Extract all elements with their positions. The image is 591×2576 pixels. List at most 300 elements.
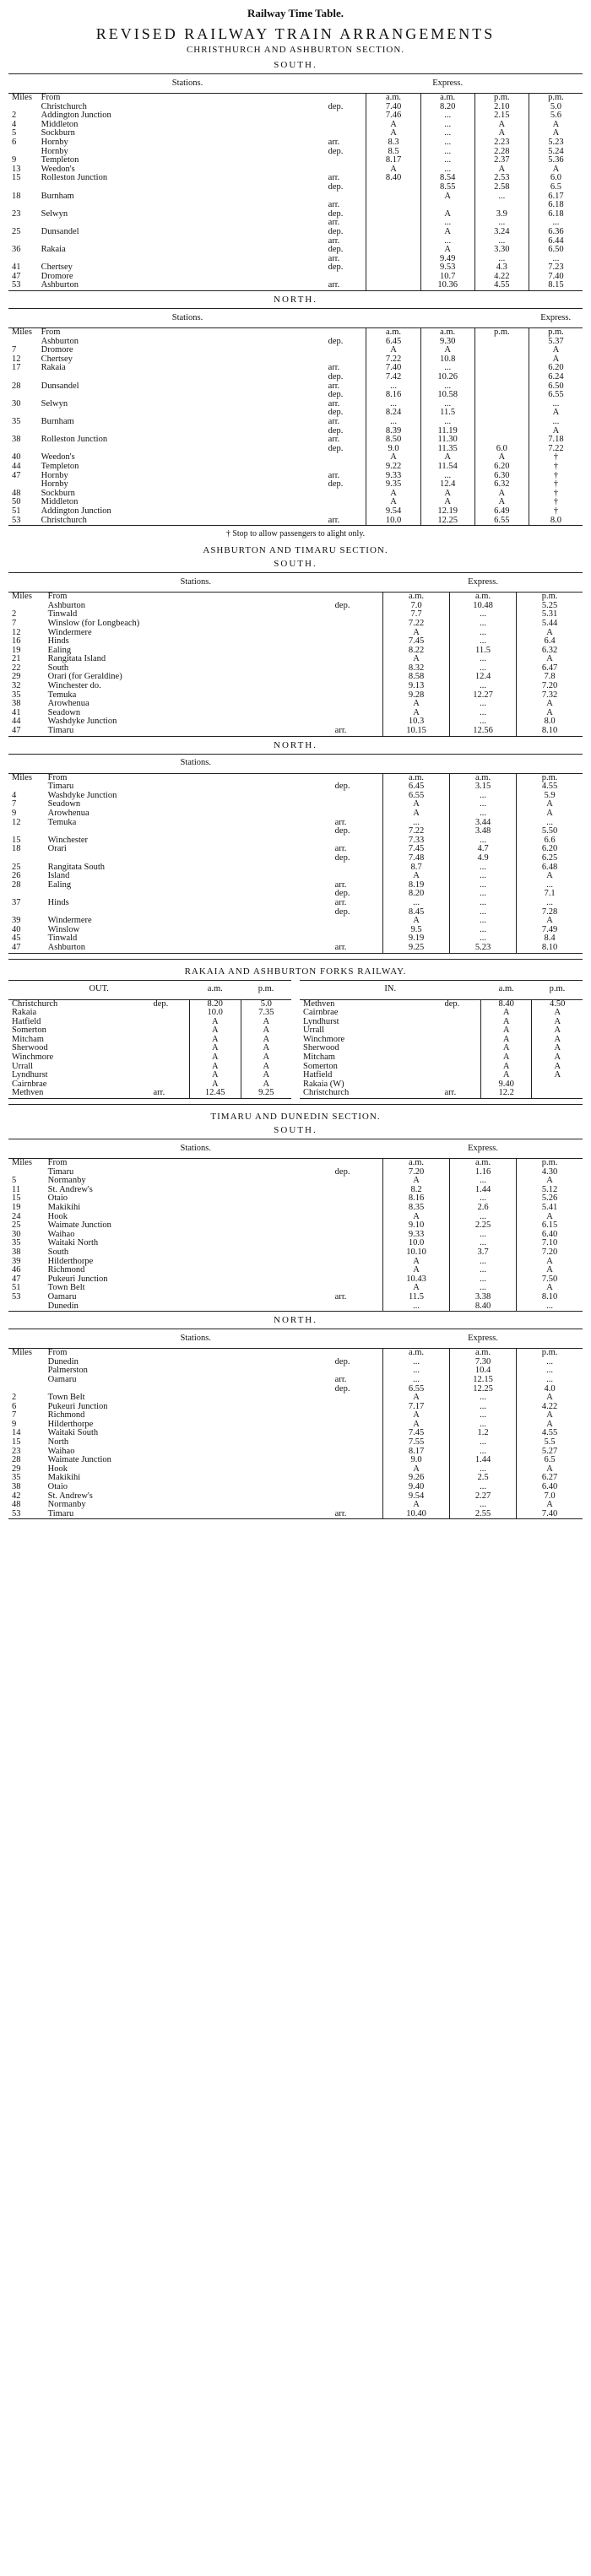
table-header [8,754,583,773]
time-cell: ... [474,255,529,264]
table-row [8,1089,291,1098]
time-cell [366,273,420,282]
station-cell: Dromore [41,345,73,355]
time-cell: 9.10 [383,1221,450,1231]
status-cell: dep. [328,226,344,236]
table-row [8,355,583,365]
time-cell: A [480,1071,532,1080]
time-cell: 7.45 [383,637,450,647]
table-row [8,338,583,347]
time-cell: ... [366,400,420,409]
section-dunedin [8,1112,583,1519]
miles-cell: 2 [12,609,17,620]
table-row [8,809,583,819]
time-cell: A [532,1044,583,1053]
time-cell: A [366,165,420,175]
miles-cell: 7 [12,618,17,628]
table-row [8,727,583,736]
station-cell [45,854,332,863]
time-cell: 7.40 [529,273,583,282]
status-cell: dep. [334,852,350,863]
miles-cell: 23 [12,1446,21,1456]
miles-cell: 35 [12,417,21,426]
status-cell [332,926,383,935]
table-row [8,507,583,517]
table-row [8,682,583,691]
miles-cell: 47 [12,470,21,480]
status-cell [332,655,383,664]
time-cell: 11.5 [450,647,517,656]
station-cell: Dunedin [45,1302,332,1312]
miles-cell: 29 [12,1464,21,1474]
miles-cell: 14 [12,1428,21,1438]
status-cell [150,1026,190,1036]
rows [8,1159,583,1312]
time-cell: 8.7 [383,863,450,873]
station-cell: Ashburton [45,944,332,953]
station-cell: Rolleston Junction [41,173,108,183]
rows [8,1349,583,1519]
miles-cell: 9 [12,1419,17,1429]
time-cell: A [529,129,583,138]
time-cell: 9.0 [366,445,420,454]
time-cell: A [529,346,583,355]
miles-cell: 2 [12,111,17,121]
time-cell: A [517,655,583,664]
time-cell: A [383,1213,450,1222]
time-cell: 5.0 [241,999,291,1009]
status-cell [332,637,383,647]
divider [8,959,583,960]
time-cell: p.m. [474,94,529,103]
station-cell: Winchmore [12,1053,54,1063]
section-forks [8,966,583,1100]
time-cell: 6.44 [529,237,583,246]
time-cell: A [420,228,474,237]
status-cell [150,1044,190,1053]
table-row [8,593,583,602]
miles-cell: 25 [12,1220,21,1231]
miles-cell: 22 [12,663,21,673]
table-row [8,845,583,854]
station-cell: Dromore [41,271,73,281]
time-cell: 9.54 [366,507,420,517]
miles-cell: 38 [12,1482,21,1492]
station-cell: Tinwald [47,934,78,944]
station-cell: Hook [47,1464,68,1474]
time-cell: 6.40 [517,1483,583,1492]
time-cell: 8.39 [366,427,420,436]
table-row [8,1474,583,1483]
miles-cell: 19 [12,1203,21,1212]
note: † Stop to allow passengers to alight only. [225,529,366,539]
time-cell: ... [517,881,583,890]
miles-cell: Miles [12,1348,32,1358]
time-cell: 4.22 [517,1403,583,1412]
time-cell: 6.47 [517,664,583,674]
time-cell: ... [420,382,474,392]
status-cell [325,94,366,103]
table-row [8,1403,583,1412]
time-cell: 10.0 [383,1239,450,1248]
col-am: a.m. [480,980,532,999]
status-cell [150,1053,190,1063]
table-header [8,1139,583,1159]
status-cell [442,1018,481,1027]
time-cell: A [383,872,450,881]
station-cell: Hilderthorpe [47,1256,94,1266]
table-row [8,192,583,202]
status-cell [325,346,366,355]
time-cell: 2.37 [474,156,529,165]
miles-cell: 36 [12,245,21,255]
miles-cell: 40 [12,452,21,463]
status-cell [332,1186,383,1195]
time-cell: 3.7 [450,1248,517,1258]
miles-cell [8,1376,45,1385]
time-cell: A [529,355,583,365]
status-cell: arr. [334,879,347,890]
status-cell [442,1026,481,1036]
time-cell: A [383,709,450,718]
station-cell: Rakaia (W) [303,1079,344,1089]
miles-cell: 38 [12,699,21,709]
time-cell: † [529,498,583,507]
status-cell [332,620,383,629]
time-cell: A [383,917,450,926]
time-cell: 3.38 [450,1293,517,1302]
table-header [8,980,291,999]
miles-cell: 53 [8,1510,45,1519]
status-cell [332,1421,383,1430]
table-row [8,346,583,355]
miles-cell: 41 [12,707,21,717]
time-cell: 12.4 [450,673,517,682]
time-cell: 6.5 [529,183,583,192]
station-cell: Lyndhurst [12,1070,48,1080]
time-cell [366,228,420,237]
time-cell: 9.13 [383,682,450,691]
table-row [8,94,583,103]
time-cell: 8.22 [383,647,450,656]
station-cell: Ashburton [41,336,79,346]
miles-cell: 15 [12,835,21,845]
status-cell: dep. [328,146,344,156]
time-cell: ... [450,1448,517,1457]
table-row [8,1080,291,1090]
table-row [8,1194,583,1204]
time-cell: 6.4 [517,637,583,647]
status-cell: dep. [153,998,169,1009]
col-stations: Stations. [8,1329,383,1349]
time-cell: 9.0 [383,1456,450,1465]
time-cell: 8.4 [517,934,583,944]
time-cell: A [517,1213,583,1222]
col-train1 [366,74,420,94]
time-cell: 11.35 [420,445,474,454]
time-cell: 5.25 [517,602,583,611]
page-title: Railway Time Table. [247,7,344,19]
time-cell: ... [450,682,517,691]
time-cell: A [480,1044,532,1053]
status-cell: arr. [150,1089,190,1098]
time-cell: A [366,498,420,507]
time-cell: 7.55 [383,1438,450,1448]
time-cell: ... [474,219,529,228]
status-cell: arr. [328,218,340,228]
status-cell [332,1248,383,1258]
status-cell: arr. [334,844,347,854]
time-cell: 9.30 [420,338,474,347]
status-cell [442,1071,481,1080]
station-cell: Makikihi [47,1203,81,1212]
table-header [8,74,583,94]
station-cell: Selwyn [41,208,68,219]
time-cell: ... [450,1231,517,1240]
miles-cell: 15 [12,173,21,183]
station-cell: Washdyke Junction [47,790,117,800]
time-cell: ... [450,664,517,674]
table-row [8,1483,583,1492]
station-cell: Rakaia [41,363,66,373]
time-cell: 7.18 [529,436,583,445]
table-row [300,1018,583,1027]
time-cell: A [189,1063,241,1072]
status-cell: arr. [334,817,347,827]
status-cell: arr. [325,517,366,526]
direction-south: SOUTH. [274,1125,317,1136]
miles-cell [8,1302,45,1312]
col-stations: Stations. [8,754,383,773]
time-cell: 12.45 [189,1089,241,1098]
time-cell: 7.42 [366,373,420,382]
time-cell: 4.30 [517,1168,583,1177]
time-cell: A [517,1258,583,1267]
station-cell: Island [47,871,70,881]
time-cell: A [517,800,583,809]
time-cell: 2.10 [474,103,529,112]
time-cell: A [383,809,450,819]
time-cell: 9.25 [383,944,450,953]
time-cell: 7.20 [383,1168,450,1177]
table-row [8,382,583,392]
time-cell: A [189,1053,241,1063]
station-cell [38,391,325,400]
miles-cell [8,1366,45,1376]
time-cell: ... [474,237,529,246]
direction-north: NORTH. [274,295,317,306]
table-row [8,1302,583,1312]
table-row [8,328,583,338]
time-cell: ... [450,1239,517,1248]
time-cell: 8.54 [420,174,474,183]
miles-cell: 48 [12,488,21,498]
time-cell: ... [383,1358,450,1367]
time-cell: ... [450,1501,517,1510]
time-cell: 8.17 [383,1448,450,1457]
station-cell: Waitaki South [47,1428,99,1438]
time-cell: A [383,1266,450,1275]
miles-cell: 24 [12,1211,21,1221]
time-cell [474,409,529,418]
col-stations: Stations. [8,1139,383,1159]
time-cell: 12.15 [450,1376,517,1385]
time-cell: ... [450,917,517,926]
time-cell [474,400,529,409]
status-cell [332,800,383,809]
time-cell: A [517,917,583,926]
table-row [8,655,583,664]
col-stations: Stations. [8,74,366,94]
time-cell: 7.45 [383,1429,450,1438]
table-row [300,1063,583,1072]
time-cell: 6.40 [517,1231,583,1240]
time-cell: A [189,1044,241,1053]
status-cell [442,1044,481,1053]
status-cell [332,1221,383,1231]
time-cell [366,255,420,264]
miles-cell: Miles [12,93,32,102]
rows [8,593,583,737]
station-cell: Seadown [47,799,81,809]
time-cell: 2.58 [474,183,529,192]
direction-north: NORTH. [274,739,317,750]
time-cell: 11.5 [383,1293,450,1302]
time-cell: 5.23 [450,944,517,953]
table-row [8,121,583,130]
time-cell: 7.33 [383,836,450,846]
station-cell: Pukeuri Junction [47,1401,108,1411]
time-cell: 8.2 [383,1186,450,1195]
time-cell: 6.32 [474,480,529,490]
station-cell: Templeton [41,155,79,165]
table-row [8,1411,583,1421]
time-cell: ... [529,219,583,228]
table-row [8,517,583,526]
status-cell [150,1036,190,1045]
time-cell: A [383,629,450,638]
station-cell [38,445,325,454]
time-cell: A [529,165,583,175]
col-train3 [517,754,583,773]
table-row [8,908,583,917]
time-cell: 8.20 [420,103,474,112]
time-cell [366,183,420,192]
col-train1 [383,573,450,593]
status-cell [332,700,383,709]
time-cell: A [480,1063,532,1072]
table-row [8,1438,583,1448]
table-row [8,917,583,926]
station-cell: Rolleston Junction [41,435,108,445]
time-cell: ... [517,1302,583,1312]
table-row [8,1385,583,1394]
section-title: TIMARU AND DUNEDIN SECTION. [210,1112,381,1123]
miles-cell: 51 [12,1283,21,1293]
table-row [8,1159,583,1168]
miles-cell: 7 [12,799,17,809]
miles-cell: 26 [12,871,21,881]
station-cell: Waitaki North [47,1238,99,1248]
col-train2 [420,309,474,328]
station-cell: Rakaia [41,245,66,255]
miles-cell: 38 [12,435,21,445]
table-row [8,792,583,801]
status-cell: dep. [328,425,344,436]
station-cell: Sherwood [12,1043,48,1053]
time-cell: A [366,346,420,355]
rows [8,94,583,291]
time-cell: 3.30 [474,246,529,255]
time-cell: A [241,1053,291,1063]
time-cell: ... [529,418,583,427]
time-cell: p.m. [474,328,529,338]
table-row [8,620,583,629]
time-cell: A [474,453,529,463]
time-cell [366,201,420,210]
time-cell: 8.0 [529,517,583,526]
miles-cell: 9 [12,809,17,818]
table-row [8,228,583,237]
station-cell: Oamaru [47,1291,77,1302]
status-cell [442,1009,481,1018]
station-cell: Sockburn [41,128,75,138]
station-cell: Christchurch [41,101,87,111]
status-cell [332,1448,383,1457]
time-cell: 4.55 [474,281,529,290]
table-row [8,999,291,1009]
col-pm: p.m. [532,980,583,999]
miles-cell: 53 [8,281,38,290]
miles-cell: 51 [12,506,21,516]
station-cell: Hornby [41,137,68,147]
time-cell: a.m. [383,1159,450,1168]
forks-in [300,980,583,1100]
time-cell: 8.3 [366,138,420,148]
miles-cell: 11 [12,1184,21,1194]
time-cell: a.m. [366,328,420,338]
table-header [8,1329,583,1349]
status-cell: dep. [328,101,344,111]
time-cell: ... [450,1465,517,1475]
time-cell: ... [450,934,517,944]
table-row [8,691,583,701]
time-cell: 10.8 [420,355,474,365]
status-cell: dep. [328,208,344,219]
table-row [8,1275,583,1285]
time-cell: 2.27 [450,1492,517,1502]
station-cell [45,1385,332,1394]
status-cell [442,1063,481,1072]
time-cell: A [420,498,474,507]
time-cell: 7.0 [383,602,450,611]
miles-cell: 37 [12,897,21,907]
time-cell: 3.44 [450,819,517,828]
station-cell: Makikihi [47,1473,81,1483]
status-cell [332,1302,383,1312]
station-cell [38,201,325,210]
table-row [8,373,583,382]
miles-cell: 29 [12,672,21,682]
station-cell: Timaru [47,782,74,792]
station-cell: Rakaia [12,1008,37,1018]
time-cell [532,1080,583,1090]
miles-cell: 35 [12,1473,21,1483]
time-cell: 6.55 [383,1385,450,1394]
time-cell: 8.24 [366,409,420,418]
time-cell: ... [450,610,517,620]
time-cell: A [517,700,583,709]
